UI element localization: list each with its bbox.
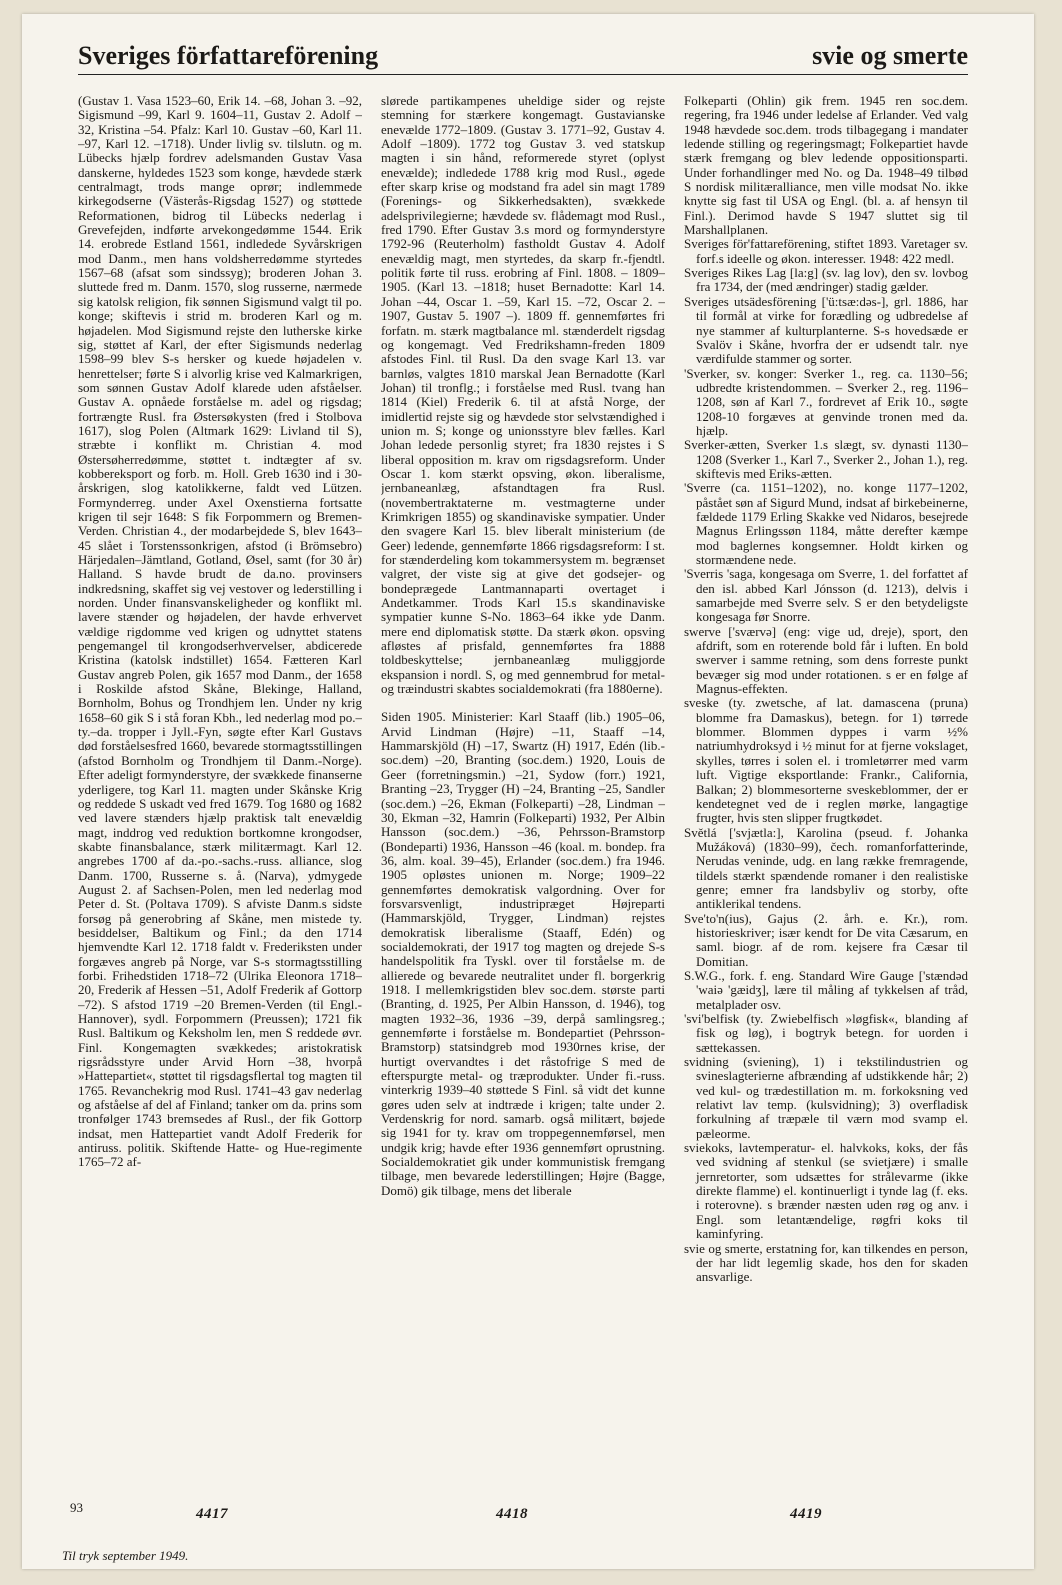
running-header [78,32,968,75]
header-left-title: Sveriges författareförening [78,41,379,70]
header-right-title: svie og smerte [812,41,968,70]
entry-svidning: svidning (sviening), 1) i tekstilindustrien og svineslagterierne afbrænding af udstikkende hår; 2) ved kul- og trædestillation m. m. forkoksning ved relativt lav temp. (kulsvidning); 3) overfladisk forkulning af træpæle til værn mod svamp el. pæleorme. [684,1054,968,1141]
entry-svibelfisk: 'svi'belfisk (ty. Zwiebelfisch »løgfisk«, blanding af fisk og løg), i bogtryk betegn. for uorden i sættekassen. [684,1011,968,1055]
entry-svie-og-smerte: svie og smerte, erstatning for, kan tilkendes en person, der har lidt legemlig skade, hos den for skaden ansvarlige. [684,1240,968,1285]
column-1 [78,94,362,1494]
entry-sverker: 'Sverker, sv. konger: Sverker 1., reg. ca. 1130–56; udbredte kristendommen. – Sverker 2., reg. 1196–1208, søn af Karl 7., fordrevet af Erik 10., søgte 1208-10 forgæves at genvinde tronen med da. hjælp. [684,365,968,438]
text-columns [78,94,968,1494]
col1-para-1: (Gustav 1. Vasa 1523–60, Erik 14. –68, Johan 3. –92, Sigismund –99, Karl 9. 1604–11, Gustav 2. Adolf –32, Kristina –54. Pfalz: Karl 10. Gustav –60, Karl 11. –97, Karl 12. –1718). Under livlig sv. tilslutn. og m. Lübecks hjælp fordrev adelsmanden Gustav Vasa danskerne, hyldedes 1523 som konge, hævdede stærk centralmagt, trods mange oprør; indlemmede kirkegodserne (Västerås-Rigsdag 1527) og støttede Reformationen, bidrog til Lübecks nederlag i Grevefejden, indførte arvekongedømme 1544. Erik 14. erobrede Estland 1561, indledede Syvårskrigen mod Danm., men hans voldsherredømme styrtedes 1567–68 (afsat som sindssyg); broderen Johan 3. sluttede fred m. Danm. 1570, slog russerne, nærmede sig katolsk religion, fik sønnen Sigismund valgt til po. konge; skiftevis i strid m. broderen Karl og m. højadelen. Mod Sigismund rejste den lutherske kirke sig, støttet af Karl, der efter Sigismunds nederlag 1598–99 blev S-s hersker og kuede højadelen v. henrettelser; førte S i alvorlig krise ved Kalmarkrigen, som sønnen Gustav Adolf klarede uden afståelser. Gustav A. opnåede forståelse m. adel og rigsdag; fortrængte Rusl. fra Østersøkysten (fred i Stolbova 1617), slog Polen (Altmark 1629: Livland til S), stræbte i konflikt m. Christian 4. mod Østersøherredømme, støttet t. indtægter af sv. kobbereksport og forb. m. Holl. Greb 1630 ind i 30-årskrigen, slog katolikkerne, faldt ved Lützen. Formynderreg. under Axel Oxenstierna fortsatte krigen til sejr 1648: S fik Forpommern og Bremen-Verden. Christian 4., der modarbejdede S, blev 1643–45 slået i Torstenssonkrigen, afstod (i Brömsebro) Härjedalen–Jämtland, Gotland, Øsel, samt (for 30 år) Halland. S havde brudt de da.no. provinsers indkredsning, skaffet sig vej vestover og lederstilling i norden. Under finansvanskeligheder og konflikt ml. lavere stænder og højadelen, der havde erhvervet vældige rigdomme ved krigen og udnyttet statens pengemangel til krongodserhvervelser, abdicerede Kristina (katolsk indstillet) 1654. Fætteren Karl Gustav angreb Polen, gik 1657 mod Danm., der 1658 i Roskilde afstod Skåne, Blekinge, Halland, Bornholm, Bohus og Trondhjem len. Under ny krig 1658–60 gik S i stå foran Kbh., led nederlag mod po.–ty.–da. tropper i Jyll.-Fyn, søgte efter Karl Gustavs død forståelsesfred 1660, bevarede stormagtsstillingen (afstod Bornholm og Trondhjem til Danm.-Norge). Efter adeligt formynderstyre, der svækkede finanserne yderligere, tog Karl 11. magten under Skånske Krig og reddede S uskadt ved fred 1679. Tog 1680 og 1682 ved lavere stænders hjælp praktisk talt enevældig magt, inddrog ved reduktion bortkomne krongodser, skabte finansbalance, stærk militærmagt. Karl 12. angrebes 1700 af da.-po.-sachs.-russ. alliance, slog Danm. 1700, Russerne s. å. (Narva), ydmygede August 2. af Sachsen-Polen, men led nederlag mod Peter d. St. (Poltava 1709). S afviste Danm.s sidste forsøg på generobring af Skåne, men mistede ty. besiddelser, Baltikum og Finl.; da den 1714 hjemvendte Karl 12. 1718 faldt v. Frederiksten under forgæves angreb på Norge, var S-s stormagtsstilling forbi. Frihedstiden 1718–72 (Ulrika Eleonora 1718–20, Frederik af Hessen –51, Adolf Frederik af Gottorp –72). S afstod 1719 –20 Bremen-Verden (til Engl.-Hannover), sydl. Forpommern (Preussen); 1721 fik Rusl. Baltikum og Keksholm len, men S reddede øvr. Finl. Kongemagten svækkedes; aristokratisk rigsrådsstyre under Arvid Horn –38, hvorpå »Hattepartiet«, støttet til rigsdagsflertal tog magten til 1765. Revanchekrig mod Rusl. 1741–43 gav nederlag og afståelse af del af Finland; tanker om da. prins som tronfølger 1743 bremsedes af Rusl., der fik Gottorp indsat, men Hattepartiet vandt Adolf Frederik for antiruss. politik. Skiftende Hatte- og Hue-regimente 1765–72 af- [78,94,362,1170]
entry-svetla: Světlá ['svjætla:], Karolina (pseud. f. Johanka Mužáková) (1830–99), čech. romanforfatterinde, Nerudas veninde, udg. en lang række fremragende, tildels stærkt spændende romaner i den realistiske genre; emner fra landsbyliv og storby, ofte antiklerikal tendens. [684,824,968,912]
page-number-left: 4417 [196,1506,228,1522]
entry-sveriges-utsadesforening: Sveriges utsädesförening ['ü:tsæ:dəs-], grl. 1886, har til formål at virke for forædling og udbredelse af nye stammer af kulturplanterne. S-s hovedsæde er Svalöv i Skåne, hvorfra der er udsendt talr. nye værdifulde stammer og sorter. [684,293,968,367]
entry-svetonius: Sve'to'n(ius), Gajus (2. årh. e. Kr.), rom. historieskriver; især kendt for De vita Cæsarum, en saml. biogr. af de rom. kejsere fra Cæsar til Domitian. [684,910,968,969]
encyclopedia-page [22,14,1034,1569]
column-3 [684,94,968,1494]
column-2 [381,94,665,1494]
page-number-middle: 4418 [496,1506,528,1522]
entry-sverre: 'Sverre (ca. 1151–1202), no. konge 1177–1202, påstået søn af Sigurd Mund, indsat af birkebeinerne, fældede 1179 Erling Skakke ved Nidaros, besejrede Magnus Erlingssøn 1184, måtte derefter kæmpe mod baglernes kongsemner. Holdt kirken og stormændene nede. [684,480,968,567]
folio-number: 93 [70,1500,83,1515]
entry-sveriges-rikes-lag: Sveriges Rikes Lag [la:g] (sv. lag lov), den sv. lovbog fra 1734, der (med ændringer) stadig gælder. [684,265,968,295]
entry-sverker-aetten: Sverker-ætten, Sverker 1.s slægt, sv. dynasti 1130–1208 (Sverker 1., Karl 7., Sverker 2., Johan 1.), reg. skiftevis med Eriks-ætten. [684,437,968,481]
print-note: Til tryk september 1949. [62,1548,189,1563]
entry-sverris-saga: 'Sverris 'saga, kongesaga om Sverre, 1. del forfattet af den isl. abbed Karl Jónsson (d. 1213), delvis i samarbejde med Sverre selv. S er den betydeligste kongesaga før Snorre. [684,566,968,625]
col2-para-2: Siden 1905. Ministerier: Karl Staaff (lib.) 1905–06, Arvid Lindman (Højre) –11, Staaff –14, Hammarskjöld (H) –17, Swartz (H) 1917, Edén (lib.-soc.dem) –20, Branting (soc.dem.) 1920, Louis de Geer (forretningsmin.) –21, Sydow (forr.) 1921, Branting –23, Trygger (H) –24, Branting –25, Sandler (soc.dem.) –26, Ekman (Folkeparti) –28, Lindman –30, Ekman –32, Hamrin (Folkeparti) 1932, Per Albin Hansson (soc.dem.) –36, Pehrsson-Bramstorp (Bondeparti) 1936, Hansson –46 (koal. m. bondep. fra 36, alm. koal. 39–45), Erlander (soc.dem.) fra 1946. 1905 opløstes unionen m. Norge; 1909–22 gennemførtes demokratisk valgordning. Over for forsvarsvenligt, industripræget Højreparti (Hammarskjöld, Trygger, Lindman) rejstes demokratisk liberalisme (Staaff, Edén) og socialdemokrati, der 1917 tog magten og drejede S-s handelspolitik fra Tyskl. over til forståelse m. de allierede og bevarede neutralitet under fl. borgerkrig 1918. I mellemkrigstiden blev soc.dem. største parti (Branting, d. 1925, Per Albin Hansson, d. 1946), tog magten 1932–36, 1936 –39, derpå samlingsreg.; gennemførte i forståelse m. Bondepartiet (Pehrsson-Bramstorp) statsindgreb mod 1930rnes krise, der hurtigt overvandtes i det råstofrige S med de efterspurgte metal- og træprodukter. Under fi.-russ. vinterkrig 1939–40 støttede S Finl. så vidt det kunne gøres uden selv at indtræde i krigen; talte under 2. Verdenskrig for nord. samarb. også militært, bøjede sig 1941 for ty. krav om troppegennemførsel, men undgik krig; havde efter 1936 gennemført oprustning. Socialdemokratiet gik under kommunistisk fremgang tilbage, men bevarede lederstillingen; Højre (Bagge, Domö) gik tilbage, mens det liberale [381,709,665,1198]
page-number-right: 4419 [790,1506,822,1522]
entry-sveske: sveske (ty. zwetsche, af lat. damascena (pruna) blomme fra Damaskus), betegn. for 1) tørrede blommer. Blommen dyppes i varm ½% natriumhydroksyd i ½ minut for at fjerne vokslaget, skylles, tørres i solen el. i tromletørrer med varm luft. Vigtige eksportlande: Frankr., California, Balkan; 2) blommesorterne sveskeblommer, der er kendetegnet ved de i reglen mørke, langagtige frugter, hvis sten slipper frugtkødet. [684,695,968,826]
col3-para-1: Folkeparti (Ohlin) gik frem. 1945 ren soc.dem. regering, fra 1946 under ledelse af Erlander. Ved valg 1948 hævdede soc.dem. trods tilbagegang i mandater ledende stilling og regeringsmagt; Folkepartiet havde stærk fremgang og blev ledende oppositionsparti. Under forhandlinger med No. og Da. 1948–49 tilbød S nordisk militæralliance, men ville modsat No. ikke knytte sig fast til USA og Engl. (bl. a. af hensyn til Finl.). Derimod havde S 1947 sluttet sig til Marshallplanen. [684,94,968,238]
entry-sviekoks: sviekoks, lavtemperatur- el. halvkoks, koks, der fås ved svidning af stenkul (se svietjære) i smalle jernretorter, som udsættes for strålevarme (ikke direkte flamme) el. kontinuerligt i tynde lag (f. eks. i roterovne). s brænder næsten uden røg og anv. i Engl. som letantændelige, røgfri koks til kaminfyring. [684,1140,968,1242]
col2-para-1: slørede partikampenes uheldige sider og rejste stemning for stærkere kongemagt. Gustavianske enevælde 1772–1809. (Gustav 3. 1771–92, Gustav 4. Adolf –1809). 1772 tog Gustav 3. ved statskup magten i sin hånd, reformerede styret (oplyst enevælde); indledede 1788 krig mod Rusl., øgede efter skarp krise og modstand fra adel sin magt 1789 (Forenings- og Sikkerhedsakten), svækkede adelsprivilegierne; hævdede sv. flådemagt mod Rusl., fred 1790. Efter Gustav 3.s mord og formynderstyre 1792-96 (Reuterholm) fastholdt Gustav 4. Adolf enevældig magt, men styrtedes, da skarp fr.-fjendtl. politik førte til russ. erobring af Finl. 1808. – 1809–1905. (Karl 13. –1818; huset Bernadotte: Karl 14. Johan –44, Oscar 1. –59, Karl 15. –72, Oscar 2. –1907, Gustav 5. 1907 –). 1809 ff. gennemførtes fri forfatn. m. stærk magtbalance ml. stænderdelt rigsdag og kongemagt. Ved Fredrikshamn-freden 1809 afstodes Finl. til Rusl. Da den svage Karl 13. var barnløs, valgtes 1810 marskal Jean Bernadotte (Karl Johan) til tronflg.; i forståelse med Rusl. tvang han 1814 (Kiel) Frederik 6. til at afstå Norge, der imidlertid rejste sig og hævdede stor selvstændighed i union m. S; konge og unionsstyre blev fælles. Karl Johan ledede personlig styret; fra 1830 rejstes i S liberal opposition m. krav om rigsdagsreform. Under Oscar 1. kom stærkt opsving, økon. liberalisme, jernbaneanlæg, afstandtagen fra Rusl. (novembertraktaterne m. vestmagterne under Krimkrigen 1855) og skandinaviske sympatier. Under den svagere Karl 15. blev liberalt ministerium (de Geer) ledende, gennemførte 1866 rigsdagsreform: I st. for stænderdeling kom tokammersystem m. begrænset valgret, der viste sig at give det godsejer- og bondeprægede Lantmannaparti overtaget i Andetkammer. Trods Karl 15.s skandinaviske sympatier kunne S-No. 1863–64 ikke yde Danm. mere end diplomatisk støtte. Da stærk økon. opsving afløstes af prisfald, gennemførtes fra 1888 toldbeskyttelse; jernbaneanlæg muliggjorde ekspansion i nordl. S, og med gennembrud for metal- og træindustri skabtes socialdemokrati (fra 1880erne). [381,94,665,697]
entry-swg: S.W.G., fork. f. eng. Standard Wire Gauge ['stændəd 'waiə 'gæidʒ], lære til måling af tykkelsen af tråd, metalplader osv. [684,967,968,1012]
entry-sveriges-forfatterforening: Sveriges för'fattareförening, stiftet 1893. Varetager sv. forf.s ideelle og økon. interesser. 1948: 422 medl. [684,236,968,266]
entry-swerve: swerve ['sværvə] (eng: vige ud, dreje), sport, den afdrift, som en roterende bold får i luften. En bold swerver i samme retning, som dens forreste punkt bevæger sig mod under rotationen. s er en følge af Magnus-effekten. [684,623,968,697]
